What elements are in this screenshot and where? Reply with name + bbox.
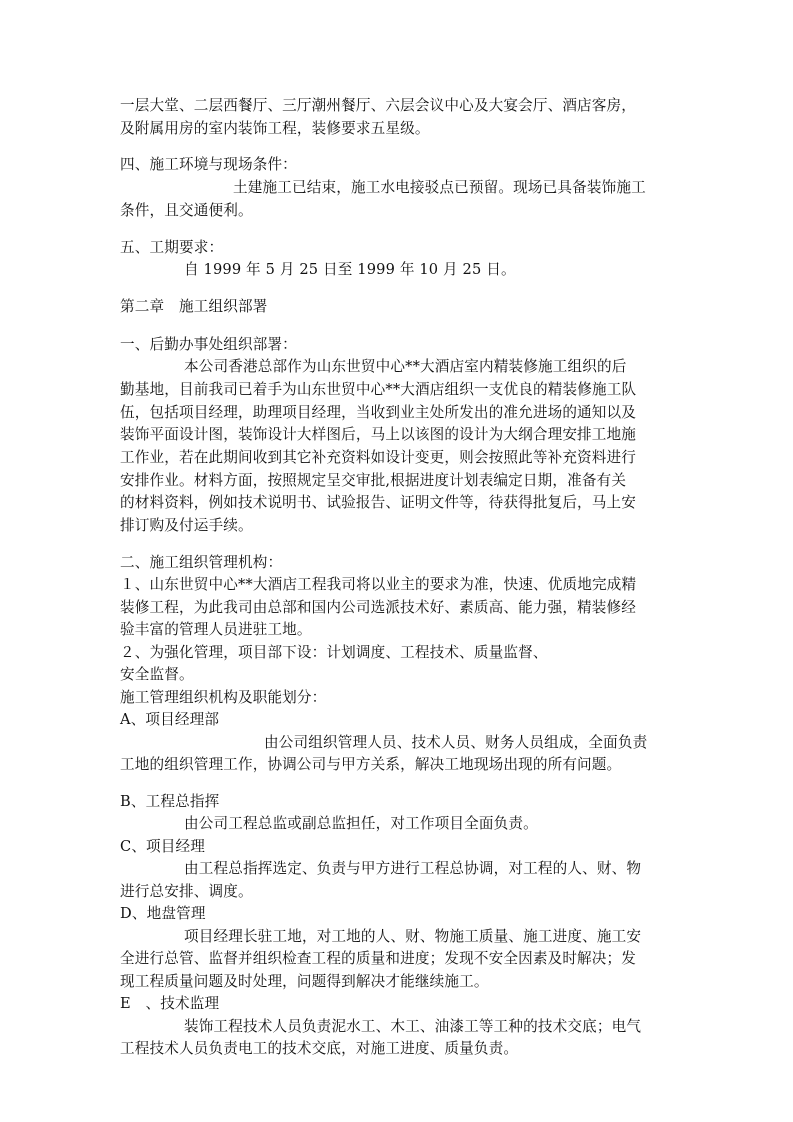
paragraph-line: 排订购及付运手续。 — [120, 517, 253, 534]
paragraph-line: 工地的组织管理工作，协调公司与甲方关系，解决工地现场出现的所有问题。 — [120, 756, 622, 773]
paragraph-line: 由工程总指挥选定、负责与甲方进行工程总协调，对工程的人、财、物 — [184, 860, 642, 877]
paragraph-line: 土建施工已结束，施工水电接驳点已预留。现场已具备装饰施工 — [233, 179, 646, 196]
paragraph-line: 进行总安排、调度。 — [120, 883, 253, 900]
paragraph-line: 由公司工程总监或副总监担任，对工作项目全面负责。 — [184, 815, 538, 832]
paragraph-line: 验丰富的管理人员进驻工地。 — [120, 621, 312, 638]
paragraph-line: 勤基地，目前我司已着手为山东世贸中心**大酒店组织一支优良的精装修施工队 — [120, 381, 637, 398]
paragraph-line: 工程技术人员负责电工的技术交底，对施工进度、质量负责。 — [120, 1040, 519, 1057]
subsection-heading: D、地盘管理 — [120, 905, 206, 922]
paragraph-line: １、山东世贸中心**大酒店工程我司将以业主的要求为准，快速、优质地完成精 — [120, 576, 637, 593]
paragraph-line: 及附属用房的室内装饰工程，装修要求五星级。 — [120, 120, 430, 137]
subsection-heading: C、项目经理 — [120, 838, 206, 855]
subsection-heading: A、项目经理部 — [120, 711, 220, 728]
paragraph-line: 全进行总管、监督并组织检查工程的质量和进度；发现不安全因素及时解决；发 — [120, 950, 637, 967]
paragraph-line: 项目经理长驻工地，对工地的人、财、物施工质量、施工进度、施工安 — [184, 928, 642, 945]
paragraph-line: 装饰平面设计图，装饰设计大样图后，马上以该图的设计为大纲合理安排工地施 — [120, 426, 637, 443]
paragraph-line: 一层大堂、二层西餐厅、三厅潮州餐厅、六层会议中心及大宴会厅、酒店客房， — [120, 97, 637, 114]
paragraph-line: 工作业，若在此期间收到其它补充资料如设计变更，则会按照此等补充资料进行 — [120, 449, 637, 466]
paragraph-line: 安全监督。 — [120, 666, 194, 683]
paragraph-line: 的材料资料，例如技术说明书、试验报告、证明文件等，待获得批复后，马上安 — [120, 494, 637, 511]
subsection-heading: B、工程总指挥 — [120, 793, 220, 810]
paragraph-line: 安排作业。材料方面，按照规定呈交审批,根据进度计划表编定日期，准备有关 — [120, 472, 627, 489]
paragraph-line: 施工管理组织机构及职能划分： — [120, 689, 327, 706]
paragraph-line: 伍，包括项目经理，助理项目经理，当收到业主处所发出的准允进场的通知以及 — [120, 404, 637, 421]
paragraph-line: 现工程质量问题及时处理，问题得到解决才能继续施工。 — [120, 973, 489, 990]
paragraph-line: 由公司组织管理人员、技术人员、财务人员组成，全面负责 — [264, 734, 648, 751]
paragraph-line: ２、为强化管理，项目部下设：计划调度、工程技术、质量监督、 — [120, 644, 548, 661]
paragraph-line: 装饰工程技术人员负责泥水工、木工、油漆工等工种的技术交底；电气 — [184, 1018, 642, 1035]
chapter-heading: 第二章 施工组织部署 — [120, 298, 268, 315]
section-heading: 一、后勤办事处组织部署： — [120, 336, 297, 353]
section-heading: 四、施工环境与现场条件： — [120, 156, 297, 173]
subsection-heading: E 、技术监理 — [120, 995, 220, 1012]
section-heading: 五、工期要求： — [120, 239, 224, 256]
paragraph-line: 本公司香港总部作为山东世贸中心**大酒店室内精装修施工组织的后 — [184, 358, 627, 375]
paragraph-line: 条件，且交通便利。 — [120, 202, 253, 219]
paragraph-line: 自 1999 年 5 月 25 日至 1999 年 10 月 25 日。 — [184, 261, 516, 278]
paragraph-line: 装修工程，为此我司由总部和国内公司选派技术好、素质高、能力强，精装修经 — [120, 599, 637, 616]
section-heading: 二、施工组织管理机构： — [120, 554, 283, 571]
